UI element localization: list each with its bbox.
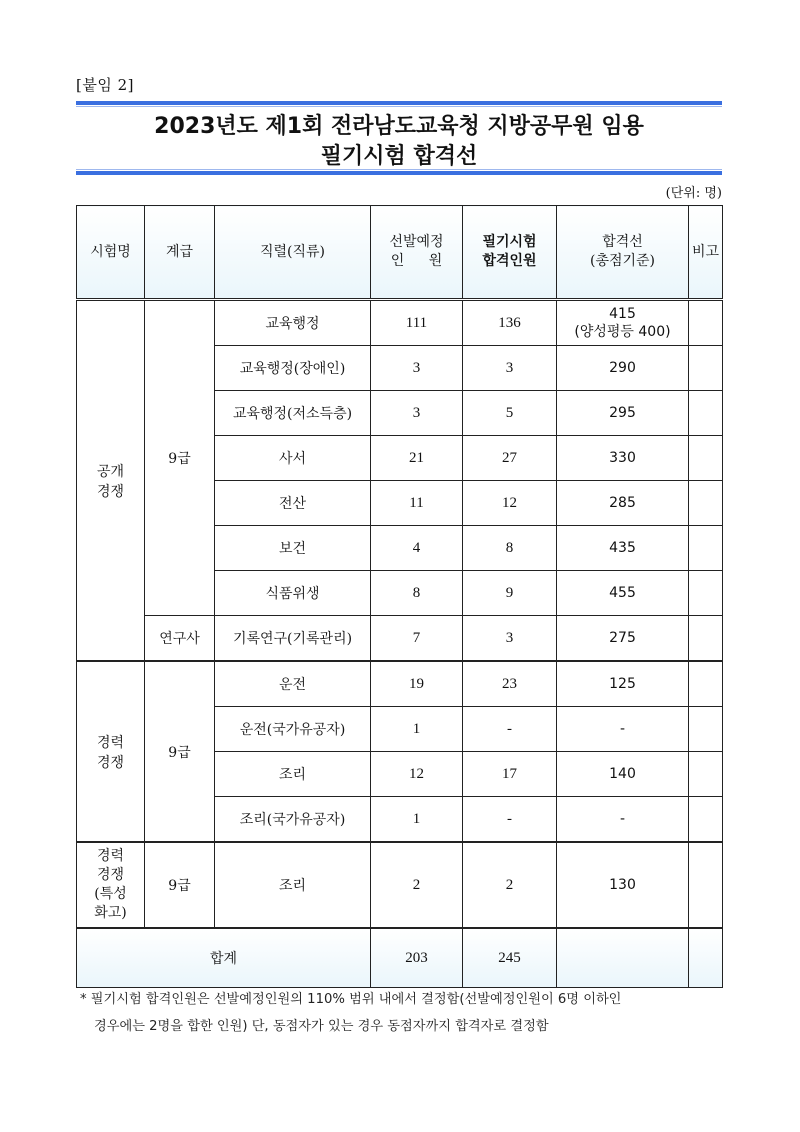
cell-planned: 4 bbox=[371, 526, 463, 571]
cell-planned: 3 bbox=[371, 346, 463, 391]
title-line-1: 2023년도 제1회 전라남도교육청 지방공무원 임용 bbox=[154, 114, 644, 139]
cell-cutoff: 330 bbox=[557, 436, 689, 481]
cell-position: 교육행정 bbox=[215, 300, 371, 346]
cell-remarks bbox=[689, 436, 723, 481]
footnote-line-1: * 필기시험 합격인원은 선발예정인원의 110% 범위 내에서 결정함(선발예정인원이 6명 이하인 bbox=[80, 992, 622, 1007]
group-open-label bbox=[77, 300, 145, 662]
title-line-2: 필기시험 합격선 bbox=[320, 144, 478, 169]
group-open-label-line1: 공개 bbox=[96, 463, 125, 480]
group-career-grade: 9급 bbox=[145, 661, 215, 842]
cell-cutoff: 435 bbox=[557, 526, 689, 571]
document-title bbox=[76, 112, 722, 172]
header-cutoff-line2: (총점기준) bbox=[589, 253, 656, 269]
cell-planned: 21 bbox=[371, 436, 463, 481]
header-remarks: 비고 bbox=[689, 206, 723, 300]
header-passed bbox=[463, 206, 557, 300]
cell-position: 전산 bbox=[215, 481, 371, 526]
header-planned-line2: 인 원 bbox=[390, 253, 453, 269]
total-label: 합계 bbox=[77, 928, 371, 988]
cell-remarks bbox=[689, 707, 723, 752]
unit-label: (단위: 명) bbox=[665, 186, 722, 201]
cell-remarks bbox=[689, 616, 723, 662]
group-career-special-label bbox=[77, 842, 145, 928]
cell-cutoff bbox=[557, 300, 689, 346]
cell-cutoff-value: 415 bbox=[609, 306, 636, 322]
cell-position: 조리 bbox=[215, 752, 371, 797]
cell-passed: 23 bbox=[463, 661, 557, 707]
cell-position: 교육행정(장애인) bbox=[215, 346, 371, 391]
group-career-special-label-line1: 경력 bbox=[96, 848, 125, 864]
cell-remarks bbox=[689, 661, 723, 707]
total-passed: 245 bbox=[463, 928, 557, 988]
header-grade: 계급 bbox=[145, 206, 215, 300]
cell-planned: 8 bbox=[371, 571, 463, 616]
group-career-special-label-line2: 경쟁 bbox=[96, 867, 125, 883]
title-rule-top bbox=[76, 101, 722, 105]
cell-passed: 8 bbox=[463, 526, 557, 571]
cell-cutoff-note: (양성평등 400) bbox=[574, 324, 671, 340]
cell-passed: - bbox=[463, 797, 557, 843]
title-rule-bottom bbox=[76, 171, 722, 175]
header-exam: 시험명 bbox=[77, 206, 145, 300]
cell-passed: 17 bbox=[463, 752, 557, 797]
cell-cutoff: 275 bbox=[557, 616, 689, 662]
cell-planned: 19 bbox=[371, 661, 463, 707]
total-row bbox=[77, 928, 723, 988]
cell-passed: 3 bbox=[463, 616, 557, 662]
group-career-special-grade: 9급 bbox=[145, 842, 215, 928]
cell-planned: 1 bbox=[371, 707, 463, 752]
cell-position: 기록연구(기록관리) bbox=[215, 616, 371, 662]
header-position: 직렬(직류) bbox=[215, 206, 371, 300]
cell-remarks bbox=[689, 346, 723, 391]
header-passed-line1: 필기시험 bbox=[482, 234, 537, 250]
cell-planned: 111 bbox=[371, 300, 463, 346]
cell-cutoff: 140 bbox=[557, 752, 689, 797]
cell-remarks bbox=[689, 300, 723, 346]
cell-cutoff: 285 bbox=[557, 481, 689, 526]
cell-remarks bbox=[689, 752, 723, 797]
cell-remarks bbox=[689, 571, 723, 616]
group-career-special-label-line4: 화고) bbox=[94, 905, 127, 921]
total-remarks-empty bbox=[689, 928, 723, 988]
table-row bbox=[77, 842, 723, 928]
footnote bbox=[80, 986, 726, 1040]
cell-remarks bbox=[689, 842, 723, 928]
cell-planned: 11 bbox=[371, 481, 463, 526]
header-planned bbox=[371, 206, 463, 300]
cell-cutoff: - bbox=[557, 707, 689, 752]
cell-remarks bbox=[689, 481, 723, 526]
cell-cutoff: 125 bbox=[557, 661, 689, 707]
group-open-grade-researcher: 연구사 bbox=[145, 616, 215, 662]
table-row bbox=[77, 661, 723, 707]
cell-passed: 3 bbox=[463, 346, 557, 391]
cell-planned: 12 bbox=[371, 752, 463, 797]
cell-planned: 2 bbox=[371, 842, 463, 928]
group-career-label-line2: 경쟁 bbox=[96, 754, 125, 771]
cell-remarks bbox=[689, 797, 723, 843]
cell-cutoff: 295 bbox=[557, 391, 689, 436]
cell-passed: 2 bbox=[463, 842, 557, 928]
cell-cutoff: - bbox=[557, 797, 689, 843]
group-career-special-label-line3: (특성 bbox=[94, 886, 127, 902]
attachment-label: [붙임 2] bbox=[76, 76, 134, 94]
cell-cutoff: 130 bbox=[557, 842, 689, 928]
cell-cutoff: 455 bbox=[557, 571, 689, 616]
group-open-grade: 9급 bbox=[145, 300, 215, 616]
title-rule-top-thin bbox=[76, 106, 722, 107]
title-rule-bottom-thin bbox=[76, 169, 722, 170]
cell-passed: 12 bbox=[463, 481, 557, 526]
total-planned: 203 bbox=[371, 928, 463, 988]
header-cutoff bbox=[557, 206, 689, 300]
cell-passed: 27 bbox=[463, 436, 557, 481]
header-planned-line1: 선발예정 bbox=[389, 234, 444, 250]
cell-position: 운전 bbox=[215, 661, 371, 707]
cutoff-table bbox=[76, 205, 723, 988]
cell-position: 조리 bbox=[215, 842, 371, 928]
cell-planned: 3 bbox=[371, 391, 463, 436]
cell-position: 보건 bbox=[215, 526, 371, 571]
cell-remarks bbox=[689, 391, 723, 436]
cell-passed: 5 bbox=[463, 391, 557, 436]
cell-position: 식품위생 bbox=[215, 571, 371, 616]
cell-remarks bbox=[689, 526, 723, 571]
total-cutoff-empty bbox=[557, 928, 689, 988]
group-open-label-line2: 경쟁 bbox=[96, 483, 125, 500]
header-passed-line2: 합격인원 bbox=[482, 253, 537, 269]
table-row bbox=[77, 300, 723, 346]
header-cutoff-line1: 합격선 bbox=[602, 234, 643, 250]
cell-passed: - bbox=[463, 707, 557, 752]
table-header-row bbox=[77, 206, 723, 300]
group-career-label bbox=[77, 661, 145, 842]
cell-position: 운전(국가유공자) bbox=[215, 707, 371, 752]
cell-position: 조리(국가유공자) bbox=[215, 797, 371, 843]
group-career-label-line1: 경력 bbox=[96, 734, 125, 751]
cell-cutoff: 290 bbox=[557, 346, 689, 391]
table-row bbox=[77, 616, 723, 662]
cell-position: 사서 bbox=[215, 436, 371, 481]
cell-position: 교육행정(저소득층) bbox=[215, 391, 371, 436]
footnote-line-2: 경우에는 2명을 합한 인원) 단, 동점자가 있는 경우 동점자까지 합격자로 결정함 bbox=[94, 1019, 549, 1034]
cell-passed: 9 bbox=[463, 571, 557, 616]
cell-planned: 1 bbox=[371, 797, 463, 843]
cell-passed: 136 bbox=[463, 300, 557, 346]
cell-planned: 7 bbox=[371, 616, 463, 662]
